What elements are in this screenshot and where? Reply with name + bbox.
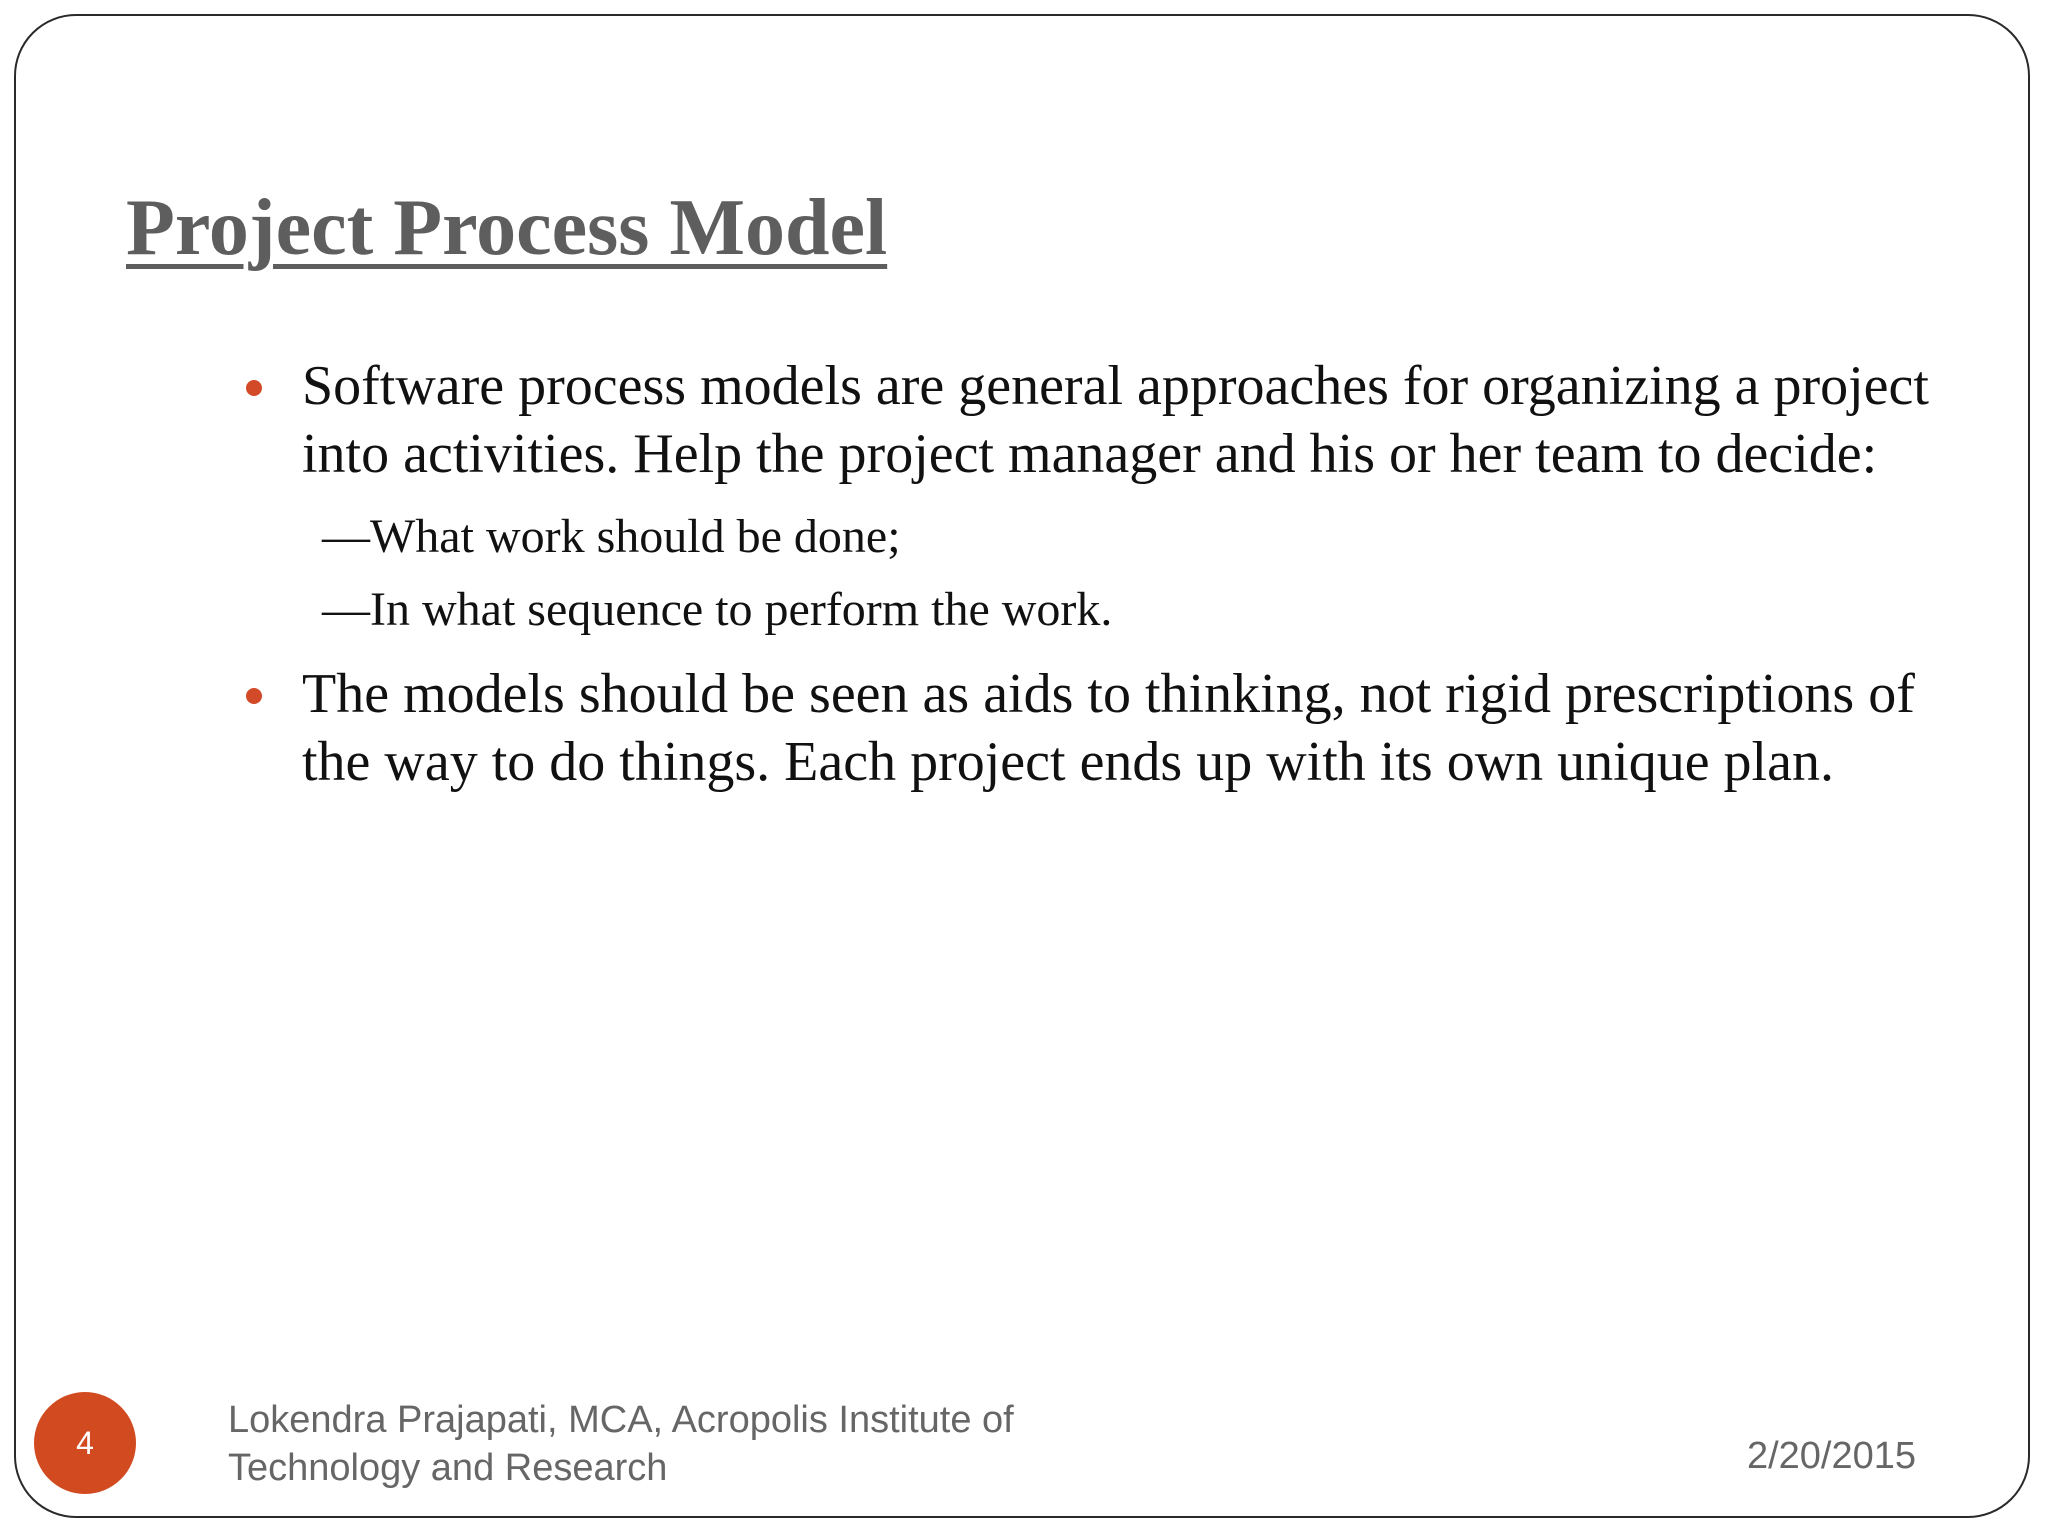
bullet-item xyxy=(228,352,1968,488)
page-number-badge: 4 xyxy=(34,1392,136,1494)
sub-item: —In what sequence to perform the work. xyxy=(322,583,1113,636)
footer-author-line: Technology and Research xyxy=(228,1447,668,1489)
slide xyxy=(14,14,2030,1518)
footer-date: 2/20/2015 xyxy=(1746,1435,1916,1477)
bullet-dot-icon xyxy=(246,380,262,396)
slide-title: Project Process Model xyxy=(126,184,888,272)
sub-item: —What work should be done; xyxy=(322,510,901,563)
footer-author xyxy=(228,1396,1014,1492)
bullet-text: The models should be seen as aids to thinking, not rigid prescriptions of the way to do things. Each project ends up with its own unique plan. xyxy=(302,663,1915,793)
footer-author-line: Lokendra Prajapati, MCA, Acropolis Institute of xyxy=(228,1399,1014,1441)
bullet-text: Software process models are general approaches for organizing a project into activities. Help the project manager and his or her team to decide: xyxy=(302,355,1929,485)
bullet-item xyxy=(228,660,1968,796)
bullet-dot-icon xyxy=(246,688,262,704)
slide-content xyxy=(228,352,1968,796)
